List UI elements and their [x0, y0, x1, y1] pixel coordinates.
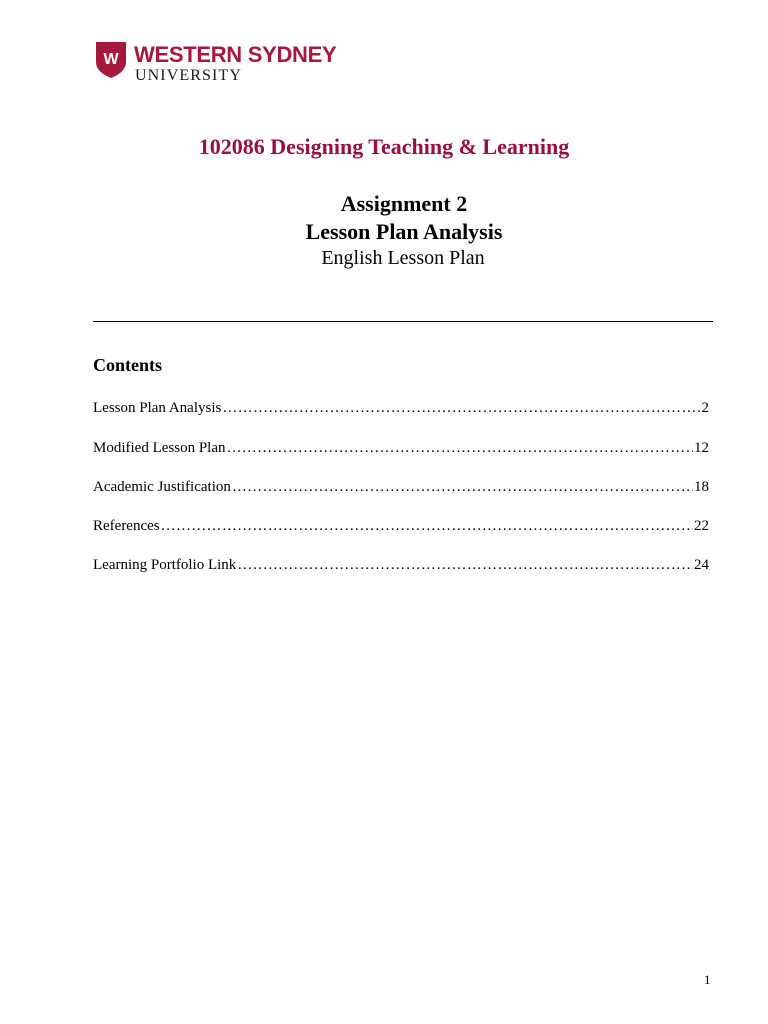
- contents-heading: Contents: [93, 355, 163, 375]
- toc-leader-dots: [227, 436, 694, 460]
- toc-leader-dots: [222, 396, 700, 420]
- toc-entry-label: Learning Portfolio Link: [93, 557, 237, 573]
- logo-wordmark-top: WESTERN SYDNEY: [134, 42, 337, 67]
- toc-entry: [93, 475, 709, 499]
- toc-entry-label: References: [93, 518, 160, 534]
- toc-entry-page: 22: [694, 518, 709, 534]
- toc-leader-dots: [161, 514, 693, 538]
- assignment-title: Lesson Plan Analysis: [305, 219, 503, 244]
- toc-entry-page: 18: [694, 479, 709, 495]
- toc-entry: [93, 436, 709, 460]
- shield-letter: W: [103, 51, 119, 68]
- toc-entry: [93, 514, 709, 538]
- toc-entry-page: 2: [701, 400, 709, 416]
- toc-entry: [93, 396, 709, 420]
- toc-entry: [93, 553, 709, 577]
- toc-entry-label: Academic Justification: [93, 479, 231, 495]
- toc-leader-dots: [237, 553, 693, 577]
- toc-entry-page: 12: [694, 440, 709, 456]
- page-number: 1: [704, 972, 711, 987]
- toc-entry-label: Modified Lesson Plan: [93, 440, 226, 456]
- horizontal-rule: [93, 321, 713, 322]
- assignment-subtitle: English Lesson Plan: [321, 247, 485, 269]
- toc-entry-label: Lesson Plan Analysis: [93, 400, 222, 416]
- course-title: 102086 Designing Teaching & Learning: [198, 134, 570, 159]
- toc-entry-page: 24: [694, 557, 709, 573]
- assignment-number: Assignment 2: [340, 191, 468, 216]
- toc-leader-dots: [232, 475, 693, 499]
- university-shield-icon: [96, 42, 126, 78]
- logo-wordmark-bottom: UNIVERSITY: [135, 67, 242, 84]
- university-logo: [92, 38, 372, 100]
